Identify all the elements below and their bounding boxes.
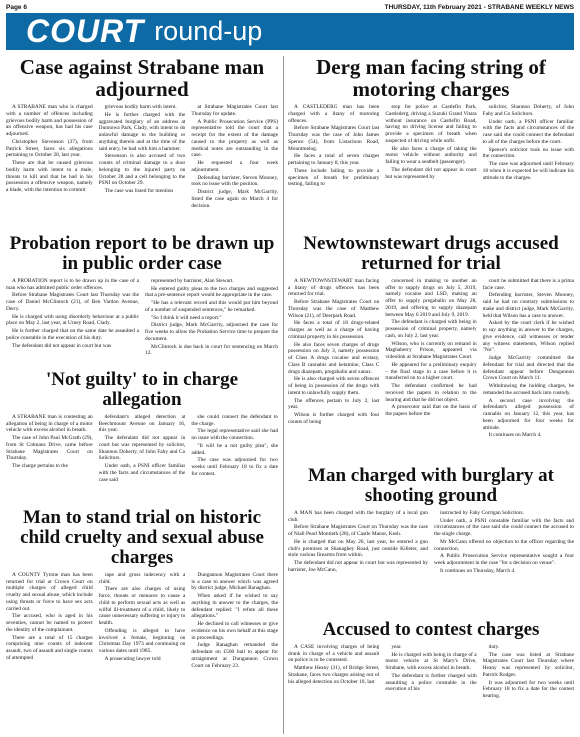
body-paragraph: A COUNTY Tyrone man has been returned for trial at Crown Court on multiple charges of alleged child cruelty and sexual abuse, which include using threats or force to have sex acts carried out. xyxy=(6,571,93,612)
body-paragraph: He declined to call witnesses or give evidence on his own behalf at this stage in proceedings. xyxy=(191,621,278,641)
text-column xyxy=(191,104,278,210)
body-paragraph: The case was adjourned for two weeks until February 18 to fix a date for contest. xyxy=(191,457,278,477)
text-column xyxy=(385,278,476,440)
body-paragraph: The accused, who is aged in his seventies, cannot be named to protect the identity of the complainant. xyxy=(6,613,93,633)
body-paragraph: Before Strabane Magistrates Court on Thursday was the case of Niall Pearl Montieth (28), of Castle Manor, Kesh. xyxy=(288,524,428,538)
text-column xyxy=(288,510,428,576)
body-paragraph: Dungannon Magistrates Court there is a case to answer which was agreed by district judge, Michael Ranaghan. xyxy=(191,571,278,592)
text-column xyxy=(6,572,93,671)
text-column xyxy=(191,572,278,671)
body-paragraph: year. xyxy=(391,643,402,650)
body-paragraph: Wilson, who is currently on remand in Maghaberry Prison, appeared via videolink at Strabane Magistrates Court. xyxy=(385,340,477,361)
text-column xyxy=(385,644,476,701)
body-paragraph: court he submitted that there is a prima facie case. xyxy=(482,277,574,291)
body-paragraph: A Public Prosecution Service (PPS) representative told the court that a receipt for the extent of the damage caused to the property as well as medical notes are outstanding in the case. xyxy=(191,118,278,159)
body-paragraph: He entered guilty pleas to the two charges and suggested that a pre-sentence report would be appropriate in the case. xyxy=(145,285,278,299)
body-paragraph: duty. xyxy=(488,643,500,650)
body-paragraph: represented by barrister, Alan Stewart. xyxy=(151,277,234,284)
body-paragraph: It was adjourned for two weeks until February 18 to fix a date for the contest hearing. xyxy=(482,679,574,700)
body-paragraph: "It will be a not guilty plea", she added. xyxy=(191,442,278,456)
story-accused-contest xyxy=(288,620,574,734)
text-column xyxy=(99,572,186,671)
page-date: THURSDAY, 11th February 2021 - STRABANE WEEKLY NEWS xyxy=(384,4,574,11)
body-paragraph: Withdrawing the holding charges, he remanded the accused back into custody. xyxy=(482,383,574,396)
story-newtownstewart-drugs xyxy=(288,234,574,462)
body-paragraph: He is charged that on May 26, last year, he entered a gun club's premises at Shanaghey Road, just outside Killeter, and stole various firearms from within. xyxy=(288,538,428,559)
body-paragraph: He faces a total of 18 drugs-related charges as well as a charge of having criminal property in his possession. xyxy=(288,320,380,340)
text-column xyxy=(6,104,93,210)
body-paragraph: These include failing to provide a specimen of breath for preliminary testing, failing to xyxy=(288,167,380,188)
text-column xyxy=(385,104,476,189)
text-column xyxy=(99,104,186,210)
body-paragraph: "He has a relevant record and this would put him beyond of a number of suspended sentences," he remarked. xyxy=(145,300,278,313)
headline: 'Not guilty' to in charge allegation xyxy=(45,370,239,410)
court-roundup-banner xyxy=(6,13,574,50)
body-paragraph: A prosecutor said that on the basis of the papers before the xyxy=(385,404,477,418)
body-paragraph: Judge Ranaghan remanded the defendant on £500 bail to appear for arraignment at Dungannon Crown Court on February 23. xyxy=(191,642,278,669)
banner-subtitle: round-up xyxy=(154,16,263,46)
body-paragraph: Judge McGarrity committed the defendant for trial and directed that the defendant appear before Dungannon Crown Court on March 11. xyxy=(482,355,574,382)
text-column xyxy=(6,278,139,358)
story-probation-report xyxy=(6,234,278,366)
body-paragraph: Before Strabane Magistrates Court on Thursday was the case of Matthew Wilson (21), of Deerpark Road. xyxy=(288,299,380,319)
text-column xyxy=(483,644,574,701)
body-paragraph: Under oath, a PSNI officer familiar with the facts and circumstances of the case said she could connect the defendant to all of the charges before the court. xyxy=(482,118,574,145)
body-paragraph: He is charged with using disorderly behaviour at a public place on May 2, last year, at Urney Road, Clady. xyxy=(6,313,139,327)
story-not-guilty xyxy=(6,370,278,504)
body-paragraph: Under oath, a PSNI officer familiar with the facts and circumstances of the case said xyxy=(98,463,186,483)
body-paragraph: A CASTLEDERG man has been charged with a litany of motoring offences. xyxy=(288,104,380,124)
body-paragraph: A CASE involving charges of being drunk in charge of a vehicle and assault on police is to be contested. xyxy=(288,643,380,664)
text-column xyxy=(145,278,278,358)
body-paragraph: There are also charges of using force, threats or menaces to cause a child to perform sexual acts as well as wilful ill-treatment of a child, likely to cause unnecessary suffering or injury to health. xyxy=(98,586,186,627)
body-paragraph: Asked by the court clerk if he wished to say anything in answer to the charges, give evidence, call witnesses or tender any witness statements, Wilson replied "No". xyxy=(482,320,574,354)
body-paragraph: "So I think it will need a report." xyxy=(151,314,222,321)
headline: Accused to contest charges xyxy=(322,620,540,640)
text-column xyxy=(288,278,379,440)
text-column xyxy=(434,510,574,576)
text-column xyxy=(288,644,379,701)
body-paragraph: He is also charged with seven offences of being in possession of the drugs with intent to unlawfully supply them. xyxy=(288,376,380,396)
body-paragraph: Before Strabane Magistrates Court last Thursday was the case of John James Spence (54), from Listacloon Road, Mountmelog. xyxy=(288,125,380,152)
body-paragraph: When asked if he wished to say anything in answer to the charges, the defendant replied: "I refute all these allegations." xyxy=(191,593,278,620)
headline: Man charged with burglary at shooting ground xyxy=(308,466,554,506)
text-column xyxy=(99,414,186,485)
headline: Probation report to be drawn up in public order case xyxy=(9,234,275,274)
body-paragraph: Matthew Heany (31), of Bridge Street, Strabane, faces two charges arising out of his alleged detection on October 10, last xyxy=(288,665,380,685)
body-paragraph: The defendant did not appear in court but was represented by solicitor, Shannon Doherty, of John Fahy and Co Solicitors. xyxy=(98,435,186,462)
body-paragraph: Mr McCann offered no objection to the officer regarding the connection. xyxy=(434,538,574,552)
body-paragraph: It continues on Thursday, March 4. xyxy=(440,567,516,574)
body-paragraph: He appeared for a preliminary enquiry – the final stage in a case before it is transferred on to a higher court. xyxy=(385,361,477,382)
body-paragraph: The offences pertain to July 2, last year. xyxy=(288,397,380,411)
headline: Newtownstewart drugs accused returned for trial xyxy=(303,234,559,274)
body-paragraph: rape and gross indecency with a child. xyxy=(98,571,186,585)
body-paragraph: Stevenson is also accused of two counts of criminal damage to a door belonging to the injured party on October 28 and a cell belonging to the PSNI on October 29. xyxy=(98,153,186,187)
body-paragraph: The defendant did not appear in court but was xyxy=(12,342,112,349)
text-column xyxy=(483,104,574,189)
body-paragraph: Defending barrister, Steven Mooney, said he had no contrary submissions to make and district judge, Mark McGarrity, held that Wilson has a case to answer. xyxy=(482,292,574,319)
body-paragraph: A NEWTOWNSTEWART man facing a litany of drugs offences has been returned for trial. xyxy=(288,277,380,298)
body-paragraph: solicitor, Shannon Doherty, of John Fahy and Co Solicitors. xyxy=(482,104,574,117)
body-paragraph: defendant's alleged detection at Beechmount Avenue on January 16, this year. xyxy=(98,413,186,434)
body-paragraph: she could connect the defendant to the charge. xyxy=(191,413,278,427)
text-column xyxy=(483,278,574,440)
story-shooting-ground-burglary xyxy=(288,466,574,616)
body-paragraph: He requested a four week adjournment. xyxy=(191,160,278,173)
body-paragraph: A second case involving the defendant's alleged possession of cannabis on January 12, this year, has been adjourned for four weeks for attitude. xyxy=(482,397,574,431)
body-paragraph: District judge, Mark McGarrity, listed the case again on March 4 for decision. xyxy=(191,189,278,209)
body-paragraph: Under oath, a PSNI constable familiar with the facts and circumstances of the case said she could connect the accused to the single charge. xyxy=(434,517,574,538)
headline: Derg man facing string of motoring charges xyxy=(316,56,546,102)
body-paragraph: These are that he caused grievous bodily harm with intent to a male, threats to kill and that he had in his possession a offensive weapon, namely a blade, with the intention to commit xyxy=(6,160,93,194)
body-paragraph: The charge pertains to the xyxy=(12,463,68,470)
body-paragraph: A MAN has been charged with the burglary of a local gun club. xyxy=(288,509,428,523)
story-strabane-adjourned xyxy=(6,56,278,232)
body-paragraph: Defending barrister, Steven Mooney, took no issue with the position. xyxy=(191,174,278,188)
body-paragraph: He also faces a charge of taking the motor vehicle without authority and failing to wear a seatbelt (passenger). xyxy=(385,145,477,166)
body-paragraph: There are a total of 15 charges comprising nine counts of indecent assault, two of assault and single counts of attempted xyxy=(6,634,93,661)
body-paragraph: The legal representative said she had no issue with the connection. xyxy=(191,428,278,442)
body-paragraph: grievous bodily harm with intent. xyxy=(104,104,177,111)
headline: Man to stand trial on historic child cruelty and sexual abuse charges xyxy=(20,508,264,568)
text-column xyxy=(6,414,93,485)
body-paragraph: concerned in making to another an offer to supply drugs on July 5, 2019, namely cocaine and LSD, making an offer to supply pregabalin on May 28, 2019, and offering to supply diazepam between May 6 2019 and July 9, 2019. xyxy=(385,277,477,318)
body-paragraph: The case was listed for mention xyxy=(104,188,174,195)
body-paragraph: Offending is alleged to have involved a female, beginning on Christmas Day 1973 and continuing on various dates until 1985. xyxy=(98,627,186,655)
body-paragraph: A PROBATION report is to be drawn up in the case of a man who has admitted public order offences. xyxy=(6,277,139,291)
body-paragraph: District judge, Mark McGarrity, adjourned the case for five weeks to allow the Probation Service time to prepare the document. xyxy=(145,322,278,342)
story-derg-motoring xyxy=(288,56,574,232)
body-paragraph: at Strabane Magistrates Court last Thursday for update. xyxy=(191,104,278,117)
body-paragraph: The defendant confirmed he had received the papers in relation to the hearing and that he did not object. xyxy=(385,383,477,403)
body-paragraph: It continues on March 4. xyxy=(488,432,542,439)
body-paragraph: McClintock is due back in court for sentencing on March 12. xyxy=(145,343,278,357)
body-paragraph: He faces a total of seven charges pertaining to January 8, this year. xyxy=(288,153,380,167)
body-paragraph: Christopher Stevenson (37), from Patrick Street, faces six allegations pertaining to October 28, last year. xyxy=(6,138,93,159)
body-paragraph: Spence's solicitor took no issue with the connection. xyxy=(482,146,574,160)
page-number: Page 6 xyxy=(6,4,27,11)
column-divider xyxy=(283,56,284,734)
story-historic-abuse-trial xyxy=(6,508,278,734)
body-paragraph: The defendant is further charged with assaulting a police constable in the execution of his xyxy=(385,672,477,693)
body-paragraph: The defendant did not appear in court but was represented by xyxy=(385,166,477,180)
text-column xyxy=(191,414,278,485)
body-paragraph: He is further charged with the aggravated burglary of an address at Dunnowa Park, Clady, with intent to do unlawful damage to the building or anything therein and at the time of the said entry, he had with him a hammer. xyxy=(98,111,186,152)
body-paragraph: stop for police at Castlefin Park, Castlederg, driving a Suzuki Grand Vitara without insurance on Castlefin Road, having no driving license and failing to provide a specimen of breath when suspected of driving while unfit. xyxy=(385,104,477,144)
body-paragraph: A STRABANE man is contesting an allegation of being in charge of a motor vehicle with excess alcohol in breath. xyxy=(6,413,93,434)
body-paragraph: He also faces seven charges of drugs possession on July 3, namely possession of Class A drugs cocaine and ecstasy, Class B cannabis and ketamine, Class C drugs diazepam, pregabalin and xanax. xyxy=(288,341,380,375)
page-header xyxy=(6,3,574,12)
body-paragraph: The case was adjourned until February 18 when it is expected he will indicate his attitude to the charges. xyxy=(482,161,574,181)
body-paragraph: The case was listed at Strabane Magistrates Court last Thursday where Heany was represented by solicitor, Patrick Rodger. xyxy=(482,651,574,678)
body-paragraph: A STRABANE man who is charged with a number of offences including grievous bodily harm and possession of an offensive weapon, has had his case adjourned. xyxy=(6,104,93,138)
body-paragraph: The defendant is charged with being in possession of criminal property, namely cash, on July 2, last year. xyxy=(385,319,477,339)
text-column xyxy=(288,104,379,189)
body-paragraph: The case of John Paul McGrath (29), from St Colmans Drive, came before Strabane Magistrates Court on Thursday. xyxy=(6,435,93,462)
body-paragraph: He is charged with being in charge of a motor vehicle at St Mary's Drive, Strabane, with excess alcohol in breath. xyxy=(385,651,477,672)
body-paragraph: The defendant did not appear in court but was represented by barrister, Joe McCann, xyxy=(288,560,428,573)
body-paragraph: Before Strabane Magistrates Court last Thursday was the case of Daniel McClintock (21), of Ben Vardon Avenue, Derry. xyxy=(6,292,139,312)
body-paragraph: He is further charged that on the same date he assaulted a police constable in the execution of his duty. xyxy=(6,328,139,341)
body-paragraph: Wilson is further charged with four counts of being xyxy=(288,412,380,425)
banner-title: COURT xyxy=(26,13,145,49)
body-paragraph: instructed by Fahy Corrigan Solicitors. xyxy=(440,509,524,516)
body-paragraph: A Public Prosecution Service representative sought a four week adjournment in the case "for a decision on venue". xyxy=(434,553,574,567)
body-paragraph: A prosecuting lawyer told xyxy=(104,655,161,662)
headline: Case against Strabane man adjourned xyxy=(19,56,265,102)
